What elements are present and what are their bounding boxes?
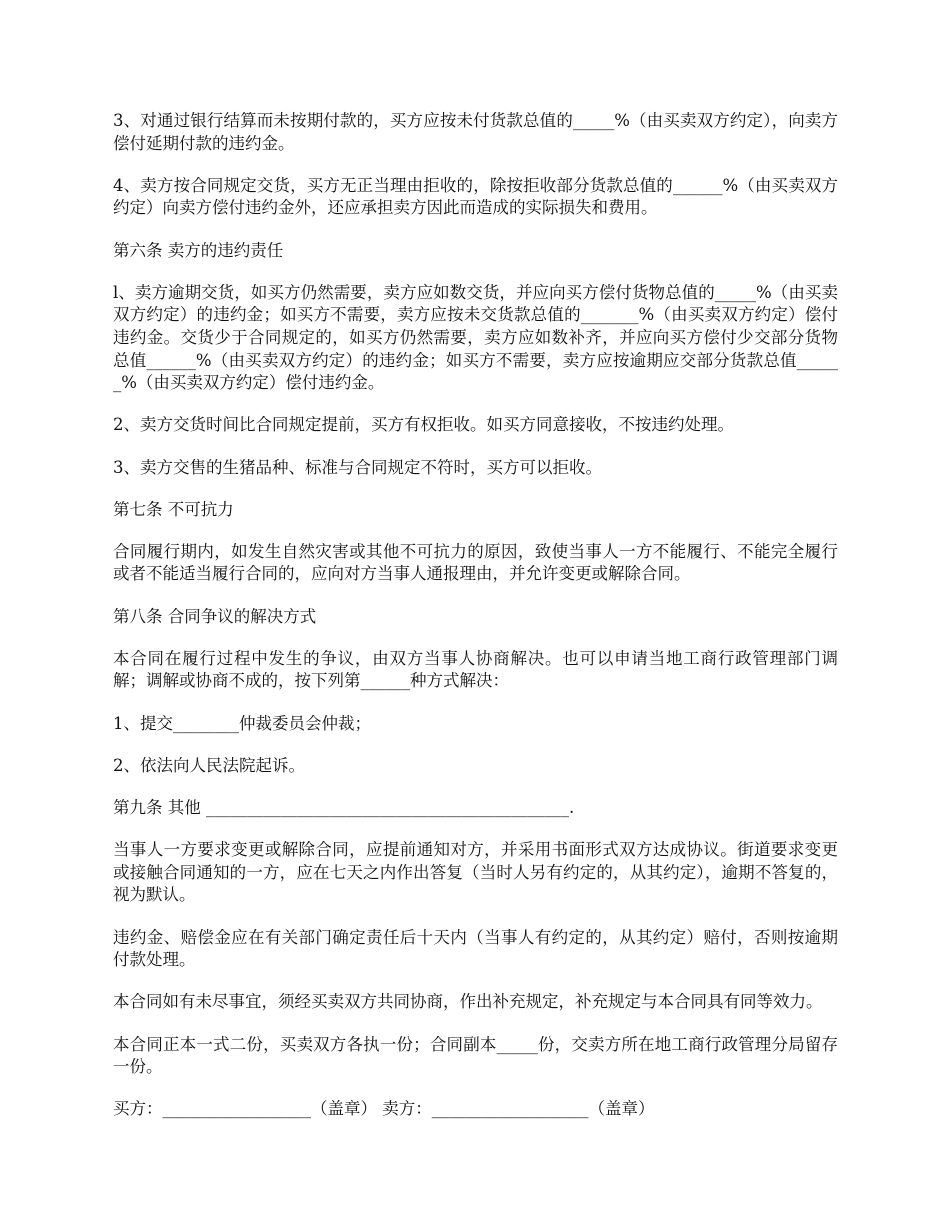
clause-copies: 本合同正本一式二份，买卖双方各执一份；合同副本_____份，交卖方所在地工商行政管理分局留存一份。 (113, 1034, 838, 1077)
clause-arbitration: 1、提交________仲裁委员会仲裁； (113, 713, 371, 733)
clause-penalty-payment: 违约金、赔偿金应在有关部门确定责任后十天内（当事人有约定的，从其约定）赔付，否则按逾期付款处理。 (113, 927, 838, 970)
clause-force-majeure: 合同履行期内，如发生自然灾害或其他不可抗力的原因，致使当事人一方不能履行、不能完全履行或者不能适当履行合同的，应向对方当事人通报理由，并允许变更或解除合同。 (113, 541, 838, 584)
article-6-heading: 第六条 卖方的违约责任 (113, 240, 284, 260)
clause-buyer-refusal: 4、卖方按合同规定交货，买方无正当理由拒收的，除按拒收部分货款总值的______%（由买卖双方约定）向卖方偿付违约金外，还应承担卖方因此而造成的实际损失和费用。 (113, 175, 838, 218)
clause-seller-early-delivery: 2、卖方交货时间比合同规定提前，买方有权拒收。如买方同意接收，不按违约处理。 (113, 415, 734, 435)
article-8-heading: 第八条 合同争议的解决方式 (113, 606, 317, 626)
clause-contract-change: 当事人一方要求变更或解除合同，应提前通知对方，并采用书面形式双方达成协议。街道要求变更或接触合同通知的一方，应在七天之内作出答复（当时人另有约定的，从其约定），逾期不答复的，视为默认。 (113, 840, 838, 905)
signature-line: 买方：__________________（盖章） 卖方：___________________（盖章） (113, 1099, 655, 1119)
clause-seller-late-delivery: l、卖方逾期交货，如买方仍然需要，卖方应如数交货，并应向买方偿付货物总值的_____%（由买卖双方约定）的违约金；如买方不需要，卖方应按未交货款总值的_______%（由买卖双方约定）偿付违约金。交货少于合同规定的，如买方仍然需要，卖方应如数补齐，并应向买方偿付少交部分货物总值______%（由买卖双方约定）的违约金；如买方不需要，卖方应按逾期应交部分货款总值______%（由买卖双方约定）偿付违约金。 (113, 282, 838, 393)
clause-supplement: 本合同如有未尽事宜，须经买卖双方共同协商，作出补充规定，补充规定与本合同具有同等效力。 (113, 992, 823, 1012)
clause-litigation: 2、依法向人民法院起诉。 (113, 755, 305, 775)
clause-buyer-late-payment: 3、对通过银行结算而未按期付款的，买方应按未付货款总值的_____%（由买卖双方约定），向卖方偿付延期付款的违约金。 (113, 111, 838, 153)
article-9-heading: 第九条 其他 ____________________________________________. (113, 798, 575, 817)
clause-dispute-resolution: 本合同在履行过程中发生的争议，由双方当事人协商解决。也可以申请当地工商行政管理部门调解；调解或协商不成的，按下列第______种方式解决： (113, 648, 838, 691)
article-7-heading: 第七条 不可抗力 (113, 499, 234, 519)
clause-seller-nonconforming: 3、卖方交售的生猪品种、标准与合同规定不符时，买方可以拒收。 (113, 457, 602, 477)
